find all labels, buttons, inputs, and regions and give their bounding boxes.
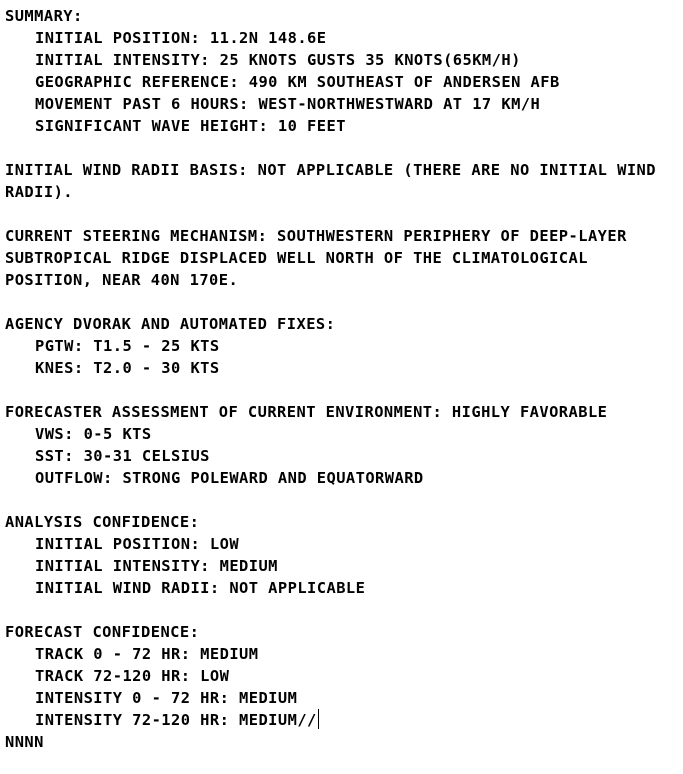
movement-line: MOVEMENT PAST 6 HOURS: WEST-NORTHWESTWARD AT 17 KM/H xyxy=(35,95,541,113)
track-0-72-line: TRACK 0 - 72 HR: MEDIUM xyxy=(35,645,259,663)
track-72-120-line: TRACK 72-120 HR: LOW xyxy=(35,667,230,685)
spacer xyxy=(5,203,681,225)
steering-line-3: POSITION, NEAR 40N 170E. xyxy=(5,271,239,289)
environment-heading: FORECASTER ASSESSMENT OF CURRENT ENVIRONMENT: HIGHLY FAVORABLE xyxy=(5,403,608,421)
intensity-0-72-line: INTENSITY 0 - 72 HR: MEDIUM xyxy=(35,689,298,707)
steering-line-2: SUBTROPICAL RIDGE DISPLACED WELL NORTH OF THE CLIMATOLOGICAL xyxy=(5,249,588,267)
initial-intensity-line: INITIAL INTENSITY: 25 KNOTS GUSTS 35 KNOTS(65KM/H) xyxy=(35,51,521,69)
vws-line: VWS: 0-5 KTS xyxy=(35,425,152,443)
wave-height-line: SIGNIFICANT WAVE HEIGHT: 10 FEET xyxy=(35,117,346,135)
steering-line-1: CURRENT STEERING MECHANISM: SOUTHWESTERN PERIPHERY OF DEEP-LAYER xyxy=(5,227,627,245)
dvorak-heading: AGENCY DVORAK AND AUTOMATED FIXES: xyxy=(5,315,336,333)
forecast-confidence-heading: FORECAST CONFIDENCE: xyxy=(5,623,200,641)
spacer xyxy=(5,291,681,313)
knes-fix-line: KNES: T2.0 - 30 KTS xyxy=(35,359,220,377)
bulletin-text xyxy=(5,5,681,753)
analysis-position-line: INITIAL POSITION: LOW xyxy=(35,535,240,553)
spacer xyxy=(5,379,681,401)
wind-radii-basis-line-1: INITIAL WIND RADII BASIS: NOT APPLICABLE (THERE ARE NO INITIAL WIND xyxy=(5,161,656,179)
analysis-confidence-heading: ANALYSIS CONFIDENCE: xyxy=(5,513,200,531)
summary-heading: SUMMARY: xyxy=(5,7,83,25)
analysis-wind-radii-line: INITIAL WIND RADII: NOT APPLICABLE xyxy=(35,579,366,597)
text-cursor xyxy=(318,709,319,729)
spacer xyxy=(5,489,681,511)
spacer xyxy=(5,137,681,159)
end-marker: NNNN xyxy=(5,733,44,751)
intensity-72-120-line: INTENSITY 72-120 HR: MEDIUM// xyxy=(35,711,317,729)
outflow-line: OUTFLOW: STRONG POLEWARD AND EQUATORWARD xyxy=(35,469,424,487)
analysis-intensity-line: INITIAL INTENSITY: MEDIUM xyxy=(35,557,278,575)
wind-radii-basis-line-2: RADII). xyxy=(5,183,74,201)
intensity-72-120-row xyxy=(5,709,681,731)
pgtw-fix-line: PGTW: T1.5 - 25 KTS xyxy=(35,337,220,355)
spacer xyxy=(5,599,681,621)
sst-line: SST: 30-31 CELSIUS xyxy=(35,447,210,465)
initial-position-line: INITIAL POSITION: 11.2N 148.6E xyxy=(35,29,327,47)
geographic-reference-line: GEOGRAPHIC REFERENCE: 490 KM SOUTHEAST OF ANDERSEN AFB xyxy=(35,73,560,91)
